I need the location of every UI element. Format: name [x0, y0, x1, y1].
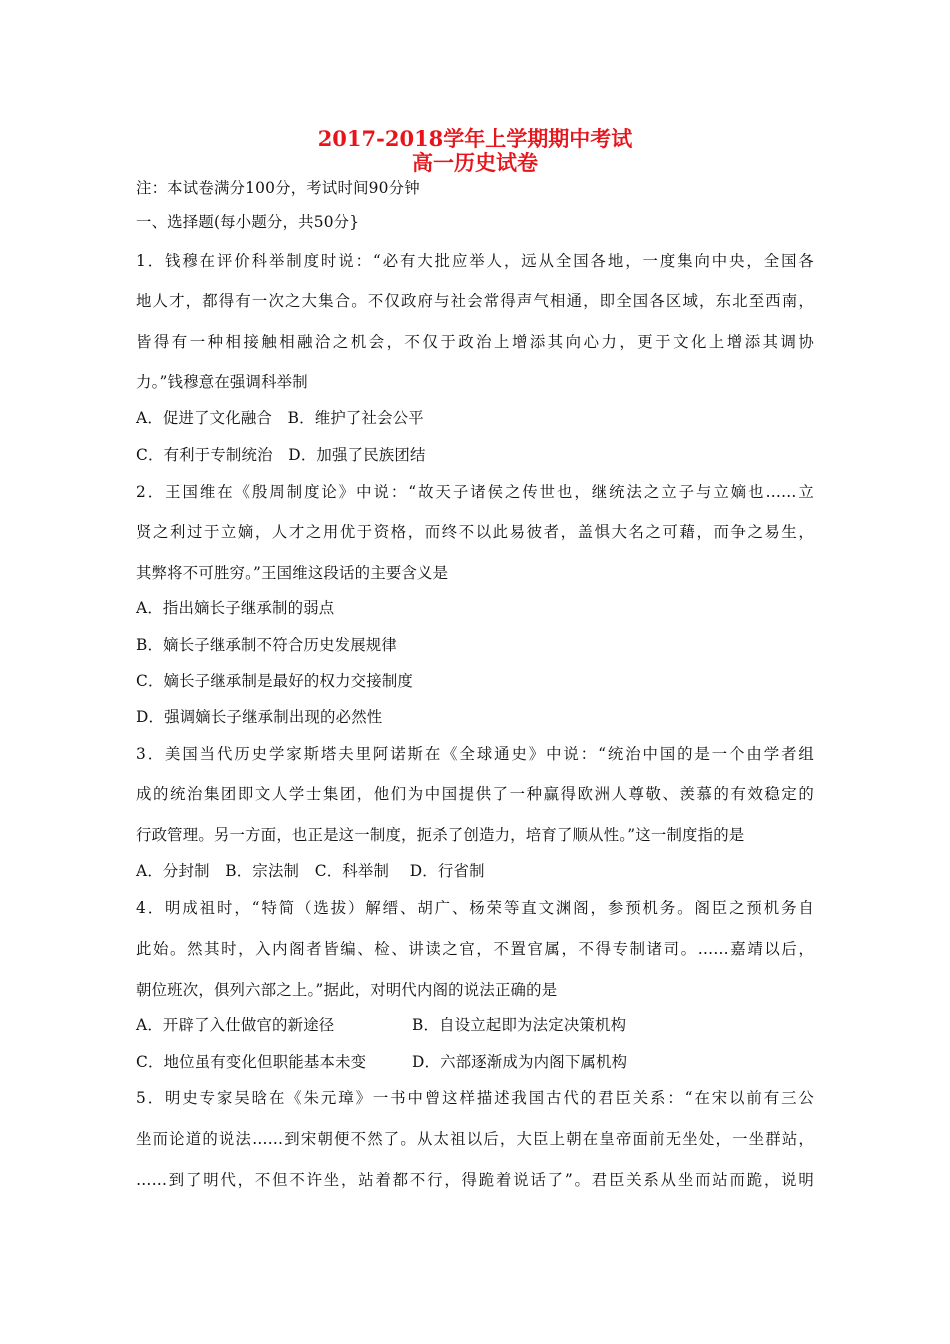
q2-option-b: B．嫡长子继承制不符合历史发展规律: [136, 636, 397, 654]
q5-line-2: 坐而论道的说法……到宋朝便不然了。从太祖以后，大臣上朝在皇帝面前无坐处，一坐群站，: [136, 1130, 814, 1148]
q1-line-2: 地人才，都得有一次之大集合。不仅政府与社会常得声气相通，即全国各区域，东北至西南，: [136, 292, 814, 310]
q2-line-2: 贤之利过于立嫡，人才之用优于资格，而终不以此易彼者，盖惧大名之可藉，而争之易生，: [136, 523, 814, 541]
q1-line-4: 力。”钱穆意在强调科举制: [136, 373, 308, 391]
exam-subtitle: 高一历史试卷: [412, 150, 538, 175]
q1-line-1: 1．钱穆在评价科举制度时说：“必有大批应举人，远从全国各地，一度集向中央，全国各: [136, 252, 814, 270]
q4-line-2: 此始。然其时，入内阁者皆编、检、讲读之官，不置官属，不得专制诸司。……嘉靖以后，: [136, 940, 814, 958]
q3-options: A．分封制 B．宗法制 C．科举制 D．行省制: [136, 862, 485, 880]
q1-options-cd: C．有利于专制统治 D．加强了民族团结: [136, 446, 426, 464]
q4-option-b: B．自设立起即为法定决策机构: [412, 1016, 627, 1034]
q2-line-1: 2．王国维在《殷周制度论》中说：“故天子诸侯之传世也，继统法之立子与立嫡也……立: [136, 483, 814, 501]
q3-line-1: 3．美国当代历史学家斯塔夫里阿诺斯在《全球通史》中说：“统治中国的是一个由学者组: [136, 745, 814, 763]
q5-line-1: 5．明史专家吴晗在《朱元璋》一书中曾这样描述我国古代的君臣关系：“在宋以前有三公: [136, 1089, 814, 1107]
q2-option-c: C．嫡长子继承制是最好的权力交接制度: [136, 672, 414, 690]
q4-option-d: D．六部逐渐成为内阁下属机构: [412, 1053, 628, 1071]
q3-line-3: 行政管理。另一方面，也正是这一制度，扼杀了创造力，培育了顺从性。”这一制度指的是: [136, 826, 745, 844]
q4-option-c: C．地位虽有变化但职能基本未变: [136, 1053, 367, 1071]
q4-option-a: A．开辟了入仕做官的新途径: [136, 1016, 335, 1034]
q2-option-d: D．强调嫡长子继承制出现的必然性: [136, 708, 383, 726]
q4-line-3: 朝位班次，俱列六部之上。”据此，对明代内阁的说法正确的是: [136, 981, 558, 999]
q2-line-3: 其弊将不可胜穷。”王国维这段话的主要含义是: [136, 564, 449, 582]
section-heading: 一、选择题(每小题分，共50分}: [136, 213, 360, 231]
q2-option-a: A．指出嫡长子继承制的弱点: [136, 599, 335, 617]
q5-line-3: ……到了明代，不但不许坐，站着都不行，得跪着说话了”。君臣关系从坐而站而跪，说明: [136, 1171, 814, 1189]
exam-note: 注：本试卷满分100分，考试时间90分钟: [136, 179, 420, 197]
q3-line-2: 成的统治集团即文人学士集团，他们为中国提供了一种赢得欧洲人尊敬、羡慕的有效稳定的: [136, 785, 814, 803]
exam-title: 2017-2018学年上学期期中考试: [317, 126, 633, 151]
q1-options-ab: A．促进了文化融合 B．维护了社会公平: [136, 409, 424, 427]
q1-line-3: 皆得有一种相接触相融洽之机会，不仅于政治上增添其向心力，更于文化上增添其调协: [136, 333, 814, 351]
q4-line-1: 4．明成祖时，“特简（选拔）解缙、胡广、杨荣等直文渊阁，参预机务。阁臣之预机务自: [136, 899, 814, 917]
